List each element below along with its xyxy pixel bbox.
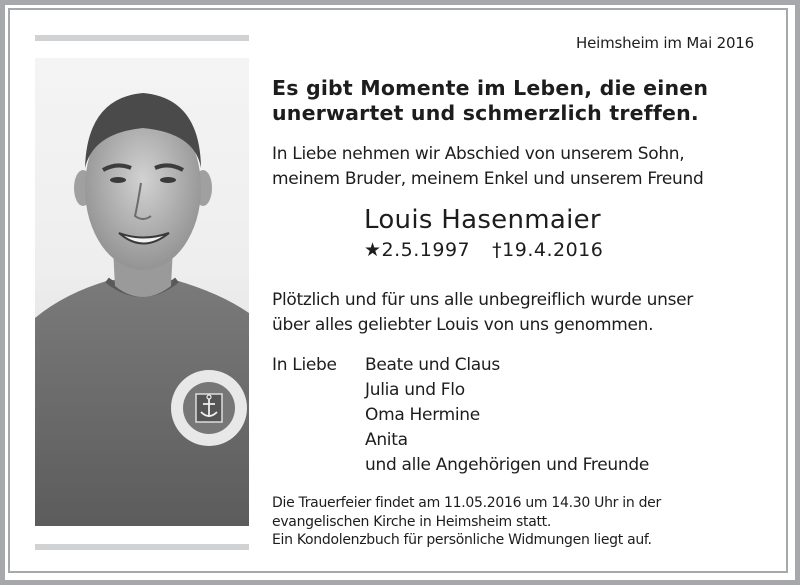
mourners-list — [365, 353, 649, 478]
headline-line: Es gibt Momente im Leben, die einen — [272, 76, 709, 100]
place-date: Heimsheim im Mai 2016 — [576, 34, 754, 52]
service-line: Ein Kondolenzbuch für persönliche Widmungen liegt auf. — [272, 532, 652, 548]
life-dates — [364, 238, 625, 262]
headline — [272, 76, 708, 126]
decorative-bar-bottom — [35, 544, 249, 550]
intro-line: In Liebe nehmen wir Abschied von unserem Sohn, — [272, 144, 685, 164]
mourner-name: und alle Angehörigen und Freunde — [365, 455, 649, 475]
birth-date: ★2.5.1997 — [364, 239, 471, 261]
message-line: über alles geliebter Louis von uns genommen. — [272, 315, 654, 335]
funeral-service-info — [272, 494, 661, 550]
service-line: Die Trauerfeier findet am 11.05.2016 um 14.30 Uhr in der — [272, 495, 661, 511]
mourner-name: Oma Hermine — [365, 405, 480, 425]
deceased-name: Louis Hasenmaier — [364, 205, 601, 235]
portrait-photo — [35, 58, 249, 526]
mourners-label: In Liebe — [272, 355, 337, 375]
headline-line: unerwartet und schmerzlich treffen. — [272, 101, 699, 125]
message-text — [272, 288, 693, 338]
mourner-name: Anita — [365, 430, 408, 450]
decorative-bar-top — [35, 35, 249, 41]
intro-line: meinem Bruder, meinem Enkel und unserem Freund — [272, 169, 704, 189]
portrait-illustration — [35, 58, 249, 526]
service-line: evangelischen Kirche in Heimsheim statt. — [272, 513, 552, 530]
mourner-name: Julia und Flo — [365, 380, 465, 400]
death-date: †19.4.2016 — [492, 239, 604, 261]
mourner-name: Beate und Claus — [365, 355, 500, 375]
intro-text — [272, 142, 704, 192]
shirt-logo — [171, 370, 247, 446]
mourners-block — [272, 353, 649, 478]
message-line: Plötzlich und für uns alle unbegreiflich wurde unser — [272, 290, 693, 310]
